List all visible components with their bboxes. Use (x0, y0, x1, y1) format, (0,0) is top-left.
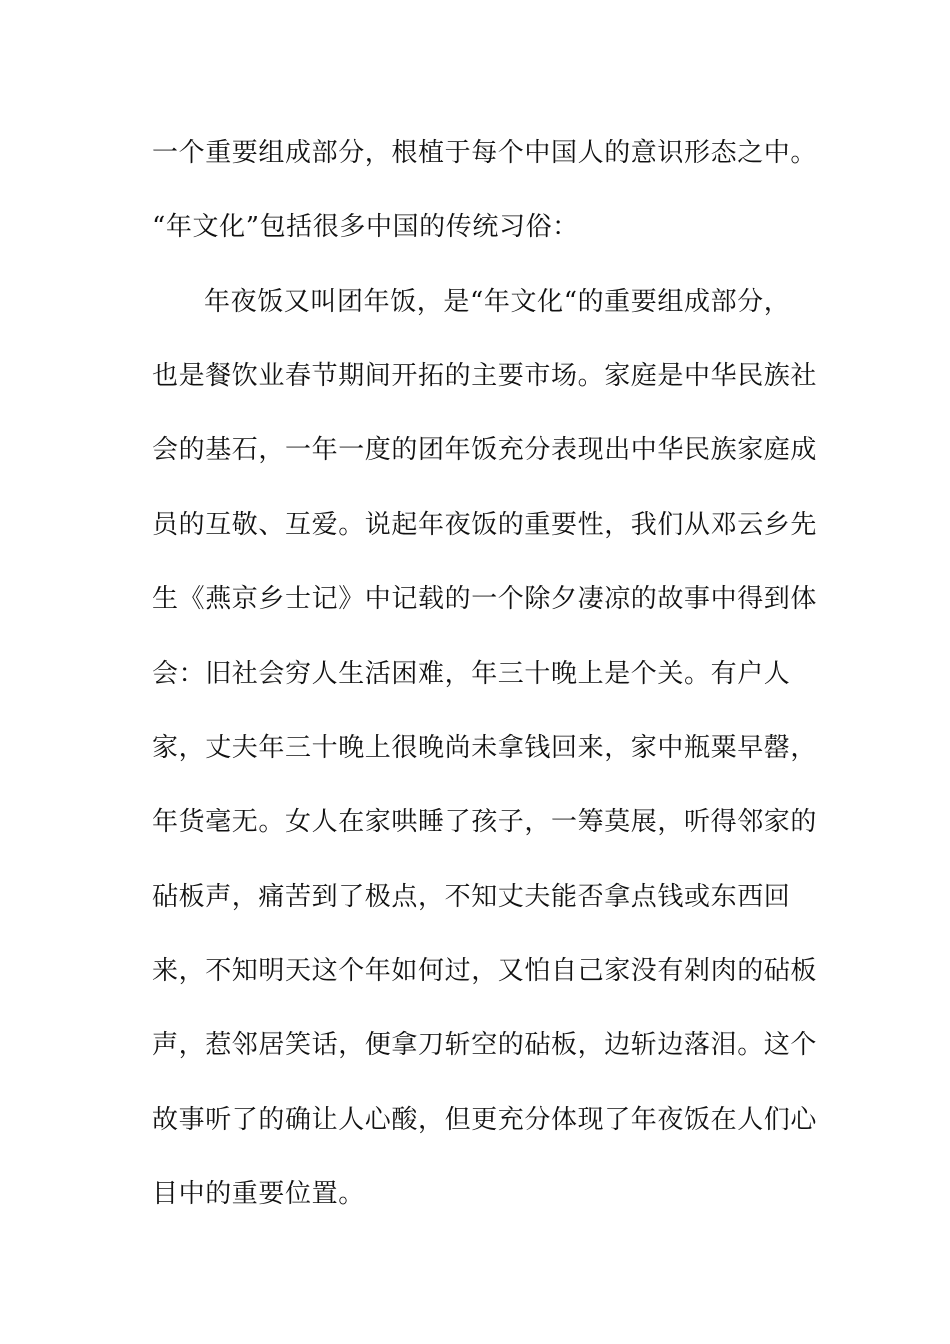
text-line: 故事听了的确让人心酸，但更充分体现了年夜饭在人们心 (152, 1105, 818, 1135)
text-line: 家，丈夫年三十晚上很晚尚未拿钱回来，家中瓶粟早罄， (152, 733, 818, 763)
text-line: 砧板声，痛苦到了极点，不知丈夫能否拿点钱或东西回 (152, 882, 791, 912)
text-line: 声，惹邻居笑话，便拿刀斩空的砧板，边斩边落泪。这个 (152, 1030, 818, 1060)
text-line: 生《燕京乡士记》中记载的一个除夕凄凉的故事中得到体 (152, 584, 818, 614)
text-line: 一个重要组成部分，根植于每个中国人的意识形态之中。 (152, 138, 818, 168)
text-line: 会：旧社会穷人生活困难，年三十晚上是个关。有户人 (152, 659, 791, 689)
text-line: 也是餐饮业春节期间开拓的主要市场。家庭是中华民族社 (152, 361, 818, 391)
text-line: 来，不知明天这个年如何过，又怕自己家没有剁肉的砧板 (152, 956, 818, 986)
text-line: 目中的重要位置。 (152, 1179, 365, 1209)
text-line: 会的基石，一年一度的团年饭充分表现出中华民族家庭成 (152, 435, 818, 465)
text-line: 员的互敬、互爱。说起年夜饭的重要性，我们从邓云乡先 (152, 510, 818, 540)
text-line: “年文化”包括很多中国的传统习俗： (152, 212, 579, 242)
paragraph-first-line: 年夜饭又叫团年饭，是“年文化“的重要组成部分， (204, 287, 791, 317)
text-line: 年货毫无。女人在家哄睡了孩子，一筹莫展，听得邻家的 (152, 807, 818, 837)
